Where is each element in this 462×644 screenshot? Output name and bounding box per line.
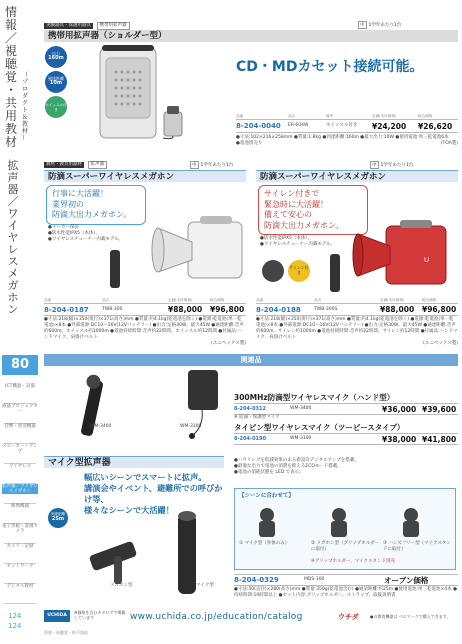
grade-tag: 中 1学年あたり1台 [360, 23, 402, 28]
vertical-char: 拡 [7, 159, 19, 172]
footer-bellmark-note: ●の教育機器は ベルマークで購入できます。 [370, 614, 451, 619]
sidebar-nav-item[interactable]: ネットワーク [6, 564, 34, 569]
image-label-mic: マイク型 [196, 583, 214, 588]
related-list: 300MHz防滴型ワイヤレスマイク（ハンド型） 8-204-0312 WM-3400 ¥36,000 ¥39,600 ※ 防滴・保護型マイク タイピン型ワイヤレスマイク（ツーピースタイプ） 8-204-0190 WM-3100 ¥38,000 ¥41,800 [234, 393, 457, 444]
vertical-char: ヤ [7, 231, 19, 244]
range-25m-badge: 到達距離 25m [48, 508, 68, 528]
sidebar-nav-item[interactable]: カメラ・記録 [6, 544, 34, 549]
right-callout: サイレン付きで 緊急時に大活躍！ 備えて安心の 防滴大出力メガホン。 [258, 185, 368, 235]
vertical-char: ／ [7, 195, 19, 208]
table-row: 8-204-0040 ER-604W ホイッスル付き ¥24,200 ¥26,620 [236, 121, 453, 131]
scene-box: 【シーンに合わせて】 ① マイク型（単体のみ） ② メガホン型（グリップホルダーに取付） ③ ハンズフリー型（マイクスタンドに取付） ※グリップホルダー、マイクスタンド別売 [234, 488, 456, 570]
left-callout: 行事に大活躍！ 業界初の 防滴大出力メガホン。 [46, 185, 146, 225]
vertical-char: ロ [21, 86, 28, 93]
page-ref-top: 124 [8, 612, 22, 620]
table-row: 8-204-0312 WM-3400 ¥36,000 ¥39,600 [234, 404, 457, 414]
page-ref-bottom: 124 [8, 622, 22, 630]
section1-spec: ●寸法:102×216×258mm ●質量:1.8kg ●到達距離:160m ●最大出力:10W ●使用電池:単三乾電池6本 [236, 135, 449, 140]
section3-price-table [234, 574, 458, 599]
footer-bottom-tags: 情報・視聴覚・拡声器他 [44, 630, 88, 635]
table-header: 品番 品名 備考 定価(本体価格) 税込価格 [236, 114, 433, 118]
vertical-char: 材 [21, 128, 28, 135]
sidebar-subtitle [20, 72, 30, 142]
sidebar-nav-item[interactable]: 電子黒板・書画カメラ [2, 524, 38, 534]
right-price-table: 品番 品名 定価(本体価格) 税込価格 8-204-0188 TWB-300S ¥88,000 ¥96,800 ●寸法:218(幅)×350(奥行)×371(高さ)mm ●質量:約4.1kg(乾電池を除く) ●電源:乾電池(単一乾電池)×8本 ●外部電源:DC10～16V(12Vバッテリー) ●出力:定格30W、最大45W ●通達距離:音声約600m、サイレン約1000m ●電池持続時間:音声約22時間、サイレン約12時間 ●付属品:ハンドマイク、肩掛けベルト (ユニペックス製) [256, 298, 458, 346]
sidebar-nav-item[interactable]: ICT機器・設備 [5, 384, 35, 389]
right-spec: ●寸法:218(幅)×350(奥行)×371(高さ)mm ●質量:約4.1kg(乾電池を除く) ●電源:乾電池(単一乾電池)×8本 ●外部電源:DC10～16V(12Vバッテリー) ●出力:定格30W、最大45W ●通達距離:音声約600m、サイレン約1000m ●電池持続時間:音声約22時間、サイレン約12時間 ●付属品:ハンドマイク、肩掛けベルト [256, 317, 458, 340]
vertical-char: 聴 [4, 57, 17, 71]
section2-tags: 教材・教具用器材 拡声器 [44, 161, 109, 169]
vertical-char: ホ [7, 291, 19, 304]
section1-headline: CD・MDカセット接続可能。 [236, 59, 424, 75]
section1-badges [45, 46, 65, 118]
vertical-char: 視 [4, 44, 17, 58]
scene-illustration [247, 503, 447, 539]
vertical-char: 情 [4, 5, 17, 19]
table-row: 8-204-0187 TWB-300 ¥88,000 ¥96,800 [44, 305, 245, 314]
vertical-char: プ [21, 79, 28, 86]
sidebar-nav-item[interactable]: スピーカー・アンプ [2, 444, 38, 454]
sidebar-title [4, 6, 18, 149]
table-row: 8-204-0188 TWB-300S ¥88,000 ¥96,800 [256, 305, 457, 314]
right-mic-image [320, 250, 350, 296]
footer-brand: ウチダ [338, 613, 359, 621]
pin-mic-image [182, 366, 228, 442]
sidebar-nav-item[interactable]: ワイヤレス [8, 464, 32, 469]
vertical-char: 教 [4, 122, 17, 136]
table-row: 8-204-0329 MDS-100 オープン価格 [234, 575, 429, 585]
vertical-char: ダ [21, 93, 28, 100]
vertical-char: 用 [4, 109, 17, 123]
vertical-char: イ [7, 219, 19, 232]
whistle-badge: ホイッスル付き [45, 96, 67, 118]
left-spec: ●寸法:218(幅)×350(奥行)×371(高さ)mm ●質量:約4.1kg(乾電池を除く) ●電源:乾電池(単一乾電池)×8本 ●外部電源:DC10～16V(12Vバッテリー) ●出力:定格30W、最大45W ●通達距離:音声約600m、ホイッスル約1000m ●電池持続時間:音声約22時間、ホイッスル約12時間 ●付属品:ハンドマイク、肩掛けベルト [44, 317, 244, 340]
section3-bullets: ●ハウリングを低減効果のある新設計デジタルアンプを搭載。 ●最適な出力で電池の消費を抑えるECOモード搭載。 ●電池の消耗状態を LED で表示。 [234, 458, 359, 475]
left-grade-tag: 中 1学年あたり1台 [192, 163, 234, 168]
uchida-logo: UCHIDA [44, 610, 70, 622]
left-price-table: 品番 品名 定価(本体価格) 税込価格 8-204-0187 TWB-300 ¥88,000 ¥96,800 ●寸法:218(幅)×350(奥行)×371(高さ)mm ●質量:約4.1kg(乾電池を除く) ●電源:乾電池(単一乾電池)×8本 ●外部電源:DC10～16V(12Vバッテリー) ●出力:定格30W、最大45W ●通達距離:音声約600m、ホイッスル約1000m ●電池持続時間:音声約22時間、ホイッスル約12時間 ●付属品:ハンドマイク、肩掛けベルト (ユニペックス製) [44, 298, 246, 346]
vertical-char: 教 [21, 121, 28, 128]
vertical-char: レ [7, 243, 19, 256]
wireless-mic-image [56, 370, 156, 450]
sidebar-divider [4, 603, 36, 604]
section3-spec: ●寸法:50(直径)×280(高さ)mm ●質量:350g(乾電池含む) ●通話距離:約25m ●使用電池:単三乾電池×4本 ●持続時間:10時間以上 ●セット内容:グリップホルダー、ストラップ、取扱説明書 [234, 587, 457, 598]
range-badge: 出力 160m [45, 46, 67, 68]
tag-subcategory: 携帯用拡声器 [97, 22, 130, 30]
vertical-char: 器 [7, 183, 19, 196]
right-grade-tag: 中 1学年あたり1台 [372, 163, 414, 168]
footer-url[interactable]: www.uchida.co.jp/education/catalog [130, 612, 303, 622]
left-bullets: ●メーカー保証 ●防水性能IPX5（本体）。 ●ワイヤレスチューナー内蔵モデル。 [48, 225, 123, 242]
siren-badge: サイレン付き [288, 260, 310, 282]
vertical-char: ク [21, 100, 28, 107]
left-mic-image [100, 246, 130, 292]
sidebar-section-title [6, 160, 20, 316]
red-megaphone-image [350, 208, 458, 298]
right-range-badge [262, 260, 284, 282]
vertical-char: 覚 [4, 70, 17, 84]
distance-badge: 到達距離 10m [45, 71, 67, 93]
section2-left-header: 防滴スーパーワイヤレスメガホン [44, 170, 246, 182]
vertical-char: 報 [4, 18, 17, 32]
shoulder-megaphone-image [92, 44, 164, 144]
vertical-char: 共 [4, 96, 17, 110]
related-left-label: WM-3400 [90, 424, 112, 429]
page-number: 80 [2, 355, 38, 375]
related-mid-label: WM-3100 [180, 424, 202, 429]
vertical-char: （ [21, 72, 28, 79]
svg-text:U: U [424, 257, 430, 264]
vertical-char: 材 [4, 135, 17, 149]
section1-table [236, 114, 458, 147]
section1-tags [44, 22, 132, 30]
sidebar-nav-item[interactable]: 液晶プロジェクター [2, 404, 38, 414]
vertical-char: 声 [7, 171, 19, 184]
vertical-char: ガ [7, 279, 19, 292]
vertical-char: ・ [4, 83, 17, 97]
image-label-megaphone: メガホン型 [110, 583, 133, 588]
vertical-char: ／ [4, 31, 17, 45]
section1-header: 携帯用拡声器（ショルダー型） [44, 30, 458, 42]
section1-spec2: ●電池別売り (TOA製) [236, 141, 458, 146]
white-megaphone-image [140, 208, 248, 298]
vertical-char: ワ [7, 207, 19, 220]
vertical-char: ＆ [21, 114, 28, 121]
sidebar-nav-item[interactable]: 映像機器 [11, 504, 29, 509]
vertical-char: ト [21, 107, 28, 114]
footer-note: ※価格を含むカタログで掲載しています [74, 610, 126, 620]
vertical-char: ） [21, 135, 28, 142]
table-row: 8-204-0190 WM-3100 ¥38,000 ¥41,800 [234, 434, 457, 444]
sidebar-nav-item[interactable]: 音響・放送機器 [4, 424, 36, 429]
related-item1-title: 300MHz防滴型ワイヤレスマイク（ハンド型） [234, 393, 395, 402]
hand-mic-image [158, 104, 188, 140]
section3-callout: 幅広いシーンでスマートに拡声。 講演会やイベント、避難所での呼びかけ等、 様々なシーンで大活躍！ [84, 472, 223, 515]
vertical-char: ス [7, 255, 19, 268]
tag-category: 実験器具・保護用器具 [46, 23, 91, 28]
related-header: 関連品 [44, 354, 458, 366]
section2-right-header: 防滴スーパーワイヤレスメガホン [256, 170, 458, 182]
sidebar-nav-item[interactable]: デジタル教材 [6, 584, 34, 589]
vertical-char: メ [7, 267, 19, 280]
section3-header: マイク型拡声器 [44, 456, 224, 468]
right-bullets: ●防水性能IPX5（本体）。 ●ワイヤレスチューナー内蔵モデル。 [260, 236, 335, 247]
vertical-char: ン [7, 303, 19, 316]
sidebar-nav-item[interactable]: 拡声器／ワイヤレスメガホン [2, 484, 38, 494]
related-item2-title: タイピン型ワイヤレスマイク（ツーピースタイプ） [234, 423, 405, 432]
